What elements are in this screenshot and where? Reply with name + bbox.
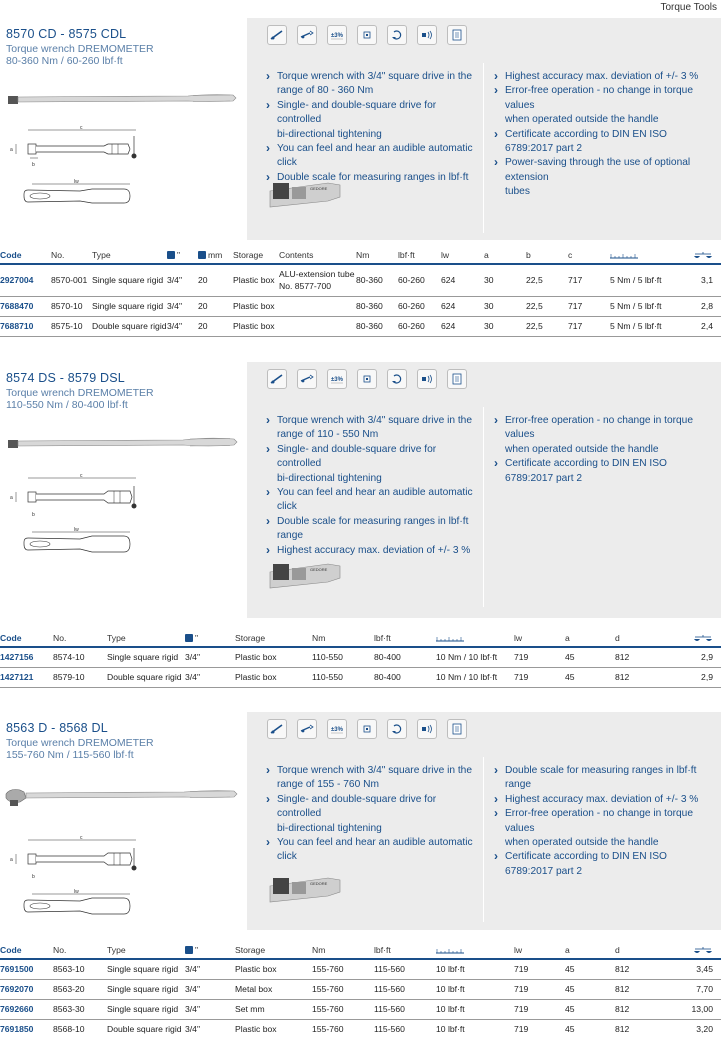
section-subtitle: Torque wrench DREMOMETER [6, 43, 154, 55]
feature-item: › Certificate according to DIN EN ISO 6789:2017 part 2 [492, 457, 717, 486]
svg-text:lw: lw [74, 889, 79, 895]
table-cell: Single square rigid [107, 959, 185, 979]
table-cell: 719 [514, 1019, 565, 1038]
table-cell: 3/4" [185, 1019, 235, 1038]
feature-item: › Single- and double-square drive for controlled bi-directional tightening [264, 99, 474, 142]
feature-list-left [264, 764, 474, 865]
table-cell: 80-360 [356, 264, 398, 296]
column-header: " [185, 941, 235, 959]
column-header [685, 941, 721, 959]
feature-item: › Highest accuracy max. deviation of +/- 3 % [264, 544, 474, 558]
column-header: lw [514, 629, 565, 647]
table-cell: 8570-10 [51, 296, 92, 316]
column-header: a [565, 629, 615, 647]
column-header: Contents [279, 246, 356, 264]
table-row [0, 647, 721, 667]
article-code: 7688710 [0, 316, 51, 336]
table-cell: 20 [198, 264, 233, 296]
table-cell: 115-560 [374, 979, 436, 999]
column-header: Nm [312, 629, 374, 647]
table-cell: 10 lbf·ft [436, 999, 514, 1019]
table-cell: Plastic box [233, 264, 279, 296]
column-header: lw [514, 941, 565, 959]
article-code: 7688470 [0, 296, 51, 316]
ratchet-icon [267, 719, 287, 739]
square-drive-photo [268, 173, 343, 213]
column-header: No. [53, 941, 107, 959]
feature-item: › Certificate according to DIN EN ISO 6789:2017 part 2 [492, 850, 717, 879]
feature-list-left [264, 414, 474, 558]
table-cell: 60-260 [398, 264, 441, 296]
table-cell: 5 Nm / 5 lbf·ft [610, 316, 678, 336]
svg-text:b: b [32, 512, 35, 518]
table-cell: 80-400 [374, 667, 436, 687]
table-cell: 2,9 [685, 667, 721, 687]
table-cell: 3,45 [685, 959, 721, 979]
article-code: 1427156 [0, 647, 53, 667]
svg-text:b: b [32, 162, 35, 168]
table-cell: Metal box [235, 979, 312, 999]
column-header: d [615, 941, 685, 959]
feature-item: › Double scale for measuring ranges in lbf·ft [264, 171, 474, 200]
table-cell: 719 [514, 667, 565, 687]
dimension-drawing-top [8, 472, 148, 522]
section-title: 8563 D - 8568 DL [6, 721, 108, 735]
column-header: Code [0, 629, 53, 647]
table-cell: 719 [514, 979, 565, 999]
table-cell: 155-760 [312, 999, 374, 1019]
feature-item: › Certificate according to DIN EN ISO 6789:2017 part 2 [492, 128, 717, 157]
weight-icon [693, 946, 713, 955]
square-drive-icon [198, 251, 206, 259]
article-code: 2927004 [0, 264, 51, 296]
section-subtitle: Torque wrench DREMOMETER [6, 737, 154, 749]
table-cell: 45 [565, 999, 615, 1019]
spec-table [0, 629, 721, 688]
table-cell: 3/4" [167, 264, 198, 296]
table-cell: Double square rigid [107, 667, 185, 687]
table-cell: 2,4 [678, 316, 721, 336]
table-cell: 3/4" [167, 316, 198, 336]
table-cell: 3/4" [185, 959, 235, 979]
column-header: Type [107, 941, 185, 959]
square-drive-icon [185, 634, 193, 642]
table-cell: 3/4" [185, 979, 235, 999]
table-cell: 812 [615, 647, 685, 667]
table-cell: 8575-10 [51, 316, 92, 336]
feature-item: › Torque wrench with 3/4" square drive in the range of 80 - 360 Nm [264, 70, 474, 99]
dimension-drawing-top [8, 834, 148, 884]
column-header: c [568, 246, 610, 264]
table-cell: 7,70 [685, 979, 721, 999]
weight-icon [693, 251, 713, 260]
table-cell: 45 [565, 959, 615, 979]
table-cell: 624 [441, 296, 484, 316]
square-drive-icon [357, 369, 377, 389]
table-cell: 5 Nm / 5 lbf·ft [610, 264, 678, 296]
feature-item: › You can feel and hear an audible automatic click [264, 486, 474, 515]
svg-text:lw: lw [74, 179, 79, 185]
accuracy-3-percent-icon [327, 25, 347, 45]
column-header: Storage [235, 629, 312, 647]
square-drive-icon [357, 25, 377, 45]
certificate-icon [447, 25, 467, 45]
spec-table [0, 941, 721, 1038]
feature-item: › Error-free operation - no change in torque values when operated outside the handle [492, 414, 717, 457]
rotation-icon [387, 369, 407, 389]
column-header [436, 629, 514, 647]
svg-text:a: a [10, 495, 13, 501]
table-cell: 624 [441, 316, 484, 336]
table-cell: 30 [484, 264, 526, 296]
column-header: mm [198, 246, 233, 264]
ratchet-icon [267, 369, 287, 389]
section-range: 155-760 Nm / 115-560 lbf·ft [6, 749, 134, 761]
product-section-1 [0, 18, 721, 331]
table-cell: 8570-001 [51, 264, 92, 296]
article-code: 7692660 [0, 999, 53, 1019]
column-header [610, 246, 678, 264]
dimension-drawing-top [8, 124, 148, 174]
table-cell: 20 [198, 296, 233, 316]
table-cell: Plastic box [235, 667, 312, 687]
table-cell: 8563-20 [53, 979, 107, 999]
table-cell: 60-260 [398, 296, 441, 316]
square-drive-photo [268, 554, 343, 594]
svg-text:GEDORE: GEDORE [310, 881, 328, 886]
feature-item: › Double scale for measuring ranges in lbf·ft range [264, 515, 474, 544]
section-subtitle: Torque wrench DREMOMETER [6, 387, 154, 399]
feature-item: › Error-free operation - no change in torque values when operated outside the handle [492, 84, 717, 127]
column-header: d [615, 629, 685, 647]
feature-item: › You can feel and hear an audible automatic click [264, 142, 474, 171]
table-cell: 155-760 [312, 1019, 374, 1038]
table-cell: 8579-10 [53, 667, 107, 687]
svg-text:GEDORE: GEDORE [310, 186, 328, 191]
article-code: 7691500 [0, 959, 53, 979]
table-cell: 719 [514, 647, 565, 667]
column-header: a [565, 941, 615, 959]
table-cell: 8568-10 [53, 1019, 107, 1038]
table-cell: 10 Nm / 10 lbf·ft [436, 647, 514, 667]
table-cell: 115-560 [374, 1019, 436, 1038]
table-cell: 155-760 [312, 979, 374, 999]
table-cell: 812 [615, 959, 685, 979]
table-cell: 45 [565, 647, 615, 667]
table-cell: 10 lbf·ft [436, 959, 514, 979]
feature-item: › Double scale for measuring ranges in lbf·ft range [492, 764, 717, 793]
accuracy-3-percent-icon [327, 719, 347, 739]
article-code: 1427121 [0, 667, 53, 687]
table-cell: 80-360 [356, 316, 398, 336]
table-cell: 155-760 [312, 959, 374, 979]
column-header: Type [92, 246, 167, 264]
table-cell: Plastic box [233, 316, 279, 336]
table-cell: 110-550 [312, 667, 374, 687]
table-cell: 812 [615, 979, 685, 999]
rotation-icon [387, 25, 407, 45]
table-cell: 3/4" [185, 667, 235, 687]
svg-text:c: c [80, 835, 83, 841]
feature-item: › Error-free operation - no change in torque values when operated outside the handle [492, 807, 717, 850]
table-cell: 22,5 [526, 296, 568, 316]
ratchet-icon [267, 25, 287, 45]
wrench-side-view [4, 784, 240, 808]
feature-list-right [492, 414, 717, 486]
table-cell: 3/4" [185, 647, 235, 667]
table-cell: 717 [568, 316, 610, 336]
sound-icon [417, 25, 437, 45]
scale-division-icon [436, 946, 464, 954]
table-cell: 80-360 [356, 296, 398, 316]
table-row [0, 979, 721, 999]
accuracy-3-percent-icon [327, 369, 347, 389]
column-header: Code [0, 941, 53, 959]
rotation-icon [387, 719, 407, 739]
table-cell: 717 [568, 296, 610, 316]
svg-text:a: a [10, 857, 13, 863]
column-header: " [185, 629, 235, 647]
spec-table [0, 246, 721, 337]
dimension-drawing-bottom [20, 178, 140, 218]
click-icon [297, 25, 317, 45]
feature-item: › You can feel and hear an audible automatic click [264, 836, 474, 865]
table-cell: Set mm [235, 999, 312, 1019]
table-cell: 10 lbf·ft [436, 979, 514, 999]
table-cell: 22,5 [526, 264, 568, 296]
table-cell: 30 [484, 316, 526, 336]
table-cell: 719 [514, 999, 565, 1019]
feature-item: › Torque wrench with 3/4" square drive in the range of 110 - 550 Nm [264, 414, 474, 443]
table-cell: 3,1 [678, 264, 721, 296]
table-cell: 3/4" [167, 296, 198, 316]
table-cell: 624 [441, 264, 484, 296]
table-cell: Plastic box [235, 647, 312, 667]
accuracy-text: ±3% [331, 377, 343, 383]
square-drive-icon [357, 719, 377, 739]
article-code: 7691850 [0, 1019, 53, 1038]
accuracy-text: ±3% [331, 33, 343, 39]
svg-text:a: a [10, 147, 13, 153]
column-header: Nm [312, 941, 374, 959]
table-cell: 20 [198, 316, 233, 336]
table-row [0, 959, 721, 979]
square-drive-icon [167, 251, 175, 259]
wrench-side-view [8, 432, 238, 452]
column-header: lbf·ft [374, 629, 436, 647]
dimension-drawing-bottom [20, 526, 140, 566]
column-header: Type [107, 629, 185, 647]
table-row [0, 1019, 721, 1038]
square-drive-photo [268, 868, 343, 908]
scale-division-icon [610, 251, 638, 259]
table-cell: Plastic box [235, 959, 312, 979]
section-title: 8570 CD - 8575 CDL [6, 27, 127, 41]
table-row [0, 667, 721, 687]
column-header: lbf·ft [374, 941, 436, 959]
column-header: Nm [356, 246, 398, 264]
table-cell: 8574-10 [53, 647, 107, 667]
feature-item: › Single- and double-square drive for controlled bi-directional tightening [264, 443, 474, 486]
table-cell: 3,20 [685, 1019, 721, 1038]
column-header [436, 941, 514, 959]
column-header [685, 629, 721, 647]
column-header: a [484, 246, 526, 264]
table-cell: 719 [514, 959, 565, 979]
table-cell: 30 [484, 296, 526, 316]
column-header: Code [0, 246, 51, 264]
column-header: b [526, 246, 568, 264]
square-drive-icon [185, 946, 193, 954]
table-cell: 8563-30 [53, 999, 107, 1019]
feature-item: › Highest accuracy max. deviation of +/- 3 % [492, 793, 717, 807]
table-cell: 10 Nm / 10 lbf·ft [436, 667, 514, 687]
certificate-icon [447, 719, 467, 739]
svg-text:GEDORE: GEDORE [310, 567, 328, 572]
feature-list-right [492, 70, 717, 200]
table-cell: 45 [565, 1019, 615, 1038]
column-header: lw [441, 246, 484, 264]
product-section-3 [0, 712, 721, 1038]
click-icon [297, 719, 317, 739]
sound-icon [417, 369, 437, 389]
table-cell: 812 [615, 1019, 685, 1038]
table-cell: 2,9 [685, 647, 721, 667]
table-cell: 5 Nm / 5 lbf·ft [610, 296, 678, 316]
product-section-2 [0, 362, 721, 692]
svg-text:c: c [80, 125, 83, 131]
table-cell: 110-550 [312, 647, 374, 667]
table-cell: 60-260 [398, 316, 441, 336]
table-cell: 8563-10 [53, 959, 107, 979]
table-cell: Double square rigid [107, 1019, 185, 1038]
svg-text:lw: lw [74, 527, 79, 533]
table-cell: 45 [565, 667, 615, 687]
table-cell: Single square rigid [107, 999, 185, 1019]
table-cell: Single square rigid [92, 296, 167, 316]
column-header: lbf·ft [398, 246, 441, 264]
feature-item: › Highest accuracy max. deviation of +/- 3 % [492, 70, 717, 84]
section-range: 80-360 Nm / 60-260 lbf·ft [6, 55, 123, 67]
dimension-drawing-bottom [20, 888, 140, 928]
table-cell: 45 [565, 979, 615, 999]
table-cell [279, 296, 356, 316]
feature-item: › Torque wrench with 3/4" square drive in the range of 155 - 760 Nm [264, 764, 474, 793]
table-row [0, 264, 721, 296]
svg-text:b: b [32, 874, 35, 880]
column-header [678, 246, 721, 264]
section-range: 110-550 Nm / 80-400 lbf·ft [6, 399, 128, 411]
table-cell: 13,00 [685, 999, 721, 1019]
table-cell: ALU-extension tube No. 8577-700 [279, 264, 356, 296]
column-header: No. [51, 246, 92, 264]
column-header: Storage [235, 941, 312, 959]
svg-text:c: c [80, 473, 83, 479]
weight-icon [693, 634, 713, 643]
article-code: 7692070 [0, 979, 53, 999]
certificate-icon [447, 369, 467, 389]
sound-icon [417, 719, 437, 739]
page-header: Torque Tools [660, 2, 717, 13]
table-cell: Plastic box [235, 1019, 312, 1038]
table-cell: 812 [615, 667, 685, 687]
table-cell: 717 [568, 264, 610, 296]
table-cell: 812 [615, 999, 685, 1019]
table-cell: Single square rigid [107, 647, 185, 667]
table-cell: 115-560 [374, 999, 436, 1019]
table-cell: 22,5 [526, 316, 568, 336]
table-cell: 2,8 [678, 296, 721, 316]
feature-list-right [492, 764, 717, 879]
table-row [0, 296, 721, 316]
section-title: 8574 DS - 8579 DSL [6, 371, 125, 385]
wrench-side-view [8, 88, 238, 108]
table-cell: 80-400 [374, 647, 436, 667]
column-header: " [167, 246, 198, 264]
table-cell: 10 lbf·ft [436, 1019, 514, 1038]
table-cell [279, 316, 356, 336]
table-cell: Plastic box [233, 296, 279, 316]
feature-item: › Single- and double-square drive for controlled bi-directional tightening [264, 793, 474, 836]
accuracy-text: ±3% [331, 727, 343, 733]
table-cell: 3/4" [185, 999, 235, 1019]
feature-item: › Power-saving through the use of optional extension tubes [492, 156, 717, 199]
table-cell: Double square rigid [92, 316, 167, 336]
scale-division-icon [436, 634, 464, 642]
column-header: No. [53, 629, 107, 647]
click-icon [297, 369, 317, 389]
table-cell: 115-560 [374, 959, 436, 979]
table-cell: Single square rigid [107, 979, 185, 999]
table-row [0, 316, 721, 336]
table-row [0, 999, 721, 1019]
table-cell: Single square rigid [92, 264, 167, 296]
column-header: Storage [233, 246, 279, 264]
